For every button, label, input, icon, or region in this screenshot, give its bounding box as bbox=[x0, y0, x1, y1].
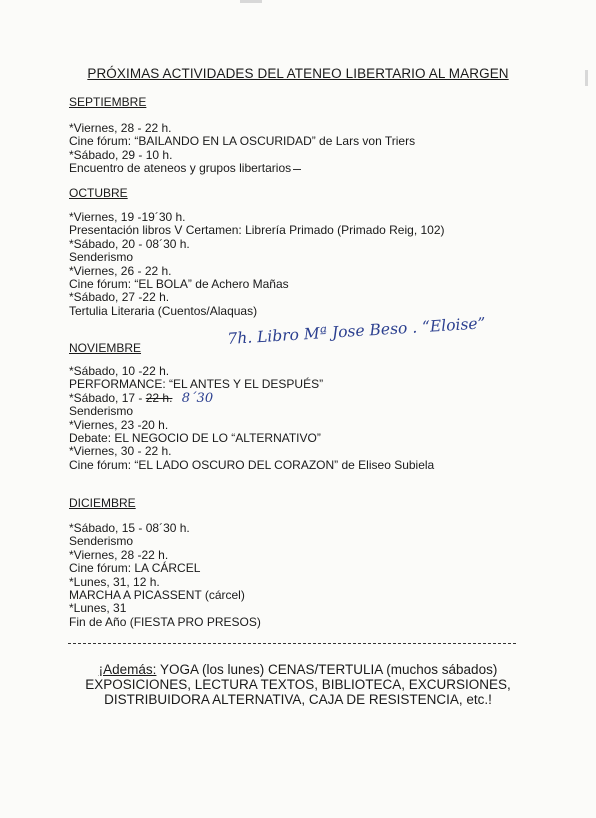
event-line: *Lunes, 31, 12 h. bbox=[69, 574, 160, 589]
event-line bbox=[69, 392, 434, 405]
month-block-diciembre bbox=[69, 522, 261, 629]
month-heading-septiembre: SEPTIEMBRE bbox=[69, 95, 147, 109]
event-line: *Viernes, 28 - 22 h. bbox=[69, 121, 172, 135]
event-line: Presentación libros V Certamen: Librería Primado (Primado Reig, 102) bbox=[69, 223, 445, 238]
event-line: *Viernes, 30 - 22 h. bbox=[69, 444, 172, 459]
event-line: *Viernes, 28 -22 h. bbox=[69, 547, 169, 562]
month-block-noviembre bbox=[69, 365, 434, 472]
event-line: *Sábado, 10 -22 h. bbox=[69, 364, 170, 378]
event-line: Senderismo bbox=[69, 534, 134, 549]
footer-line bbox=[0, 662, 596, 677]
month-heading-noviembre: NOVIEMBRE bbox=[69, 341, 142, 355]
event-line: PERFORMANCE: “EL ANTES Y EL DESPUÉS” bbox=[69, 377, 324, 392]
event-line: Cine fórum: “EL LADO OSCURO DEL CORAZON” de Eliseo Subiela bbox=[69, 457, 435, 472]
event-line: Debate: EL NEGOCIO DE LO “ALTERNATIVO” bbox=[69, 431, 321, 446]
event-line: *Lunes, 31 bbox=[69, 601, 127, 616]
event-line: MARCHA A PICASSENT (cárcel) bbox=[69, 588, 245, 603]
event-text: *Sábado, 17 - bbox=[69, 390, 143, 405]
footer-line: EXPOSICIONES, LECTURA TEXTOS, BIBLIOTECA, EXCURSIONES, bbox=[85, 677, 511, 692]
struck-time: 22 h. bbox=[145, 390, 173, 405]
scan-mark bbox=[240, 0, 262, 3]
month-block-septiembre bbox=[69, 122, 415, 176]
footer-announcement bbox=[0, 662, 596, 707]
event-line: *Viernes, 26 - 22 h. bbox=[69, 263, 172, 278]
page-title: PRÓXIMAS ACTIVIDADES DEL ATENEO LIBERTARIO AL MARGEN bbox=[87, 66, 509, 81]
event-line: Cine fórum: “BAILANDO EN LA OSCURIDAD” de Lars von Triers bbox=[69, 134, 416, 149]
event-line: Cine fórum: “EL BOLA” de Achero Mañas bbox=[69, 277, 289, 292]
event-line: Senderismo bbox=[69, 250, 134, 265]
event-line: Senderismo bbox=[69, 404, 134, 419]
footer-line: DISTRIBUIDORA ALTERNATIVA, CAJA DE RESISTENCIA, etc.! bbox=[104, 692, 492, 707]
event-line: *Sábado, 29 - 10 h. bbox=[69, 147, 173, 162]
event-line: Tertulia Literaria (Cuentos/Alaquas) bbox=[69, 303, 258, 318]
handwritten-dash bbox=[293, 169, 301, 170]
event-text: Encuentro de ateneos y grupos libertarios bbox=[69, 161, 292, 176]
dashed-divider bbox=[68, 643, 516, 644]
month-heading-diciembre: DICIEMBRE bbox=[69, 496, 136, 510]
footer-ademas: ¡Además: bbox=[98, 662, 157, 677]
event-line bbox=[69, 162, 415, 175]
month-heading-octubre: OCTUBRE bbox=[69, 186, 128, 200]
month-block-octubre bbox=[69, 211, 445, 318]
event-line: *Sábado, 20 - 08´30 h. bbox=[69, 236, 190, 251]
event-line: *Sábado, 15 - 08´30 h. bbox=[69, 521, 190, 535]
event-line: *Sábado, 27 -22 h. bbox=[69, 290, 170, 305]
event-line: *Viernes, 23 -20 h. bbox=[69, 417, 169, 432]
event-line: Fin de Año (FIESTA PRO PRESOS) bbox=[69, 614, 261, 629]
handwritten-note: 7h. Libro Mª Jose Beso . “Eloise” bbox=[226, 314, 486, 348]
event-line: *Viernes, 19 -19´30 h. bbox=[69, 210, 186, 224]
footer-line1-text: YOGA (los lunes) CENAS/TERTULIA (muchos sábados) bbox=[156, 662, 498, 677]
event-line: Cine fórum: LA CÁRCEL bbox=[69, 561, 201, 576]
handwritten-time: 8´30 bbox=[181, 390, 214, 406]
